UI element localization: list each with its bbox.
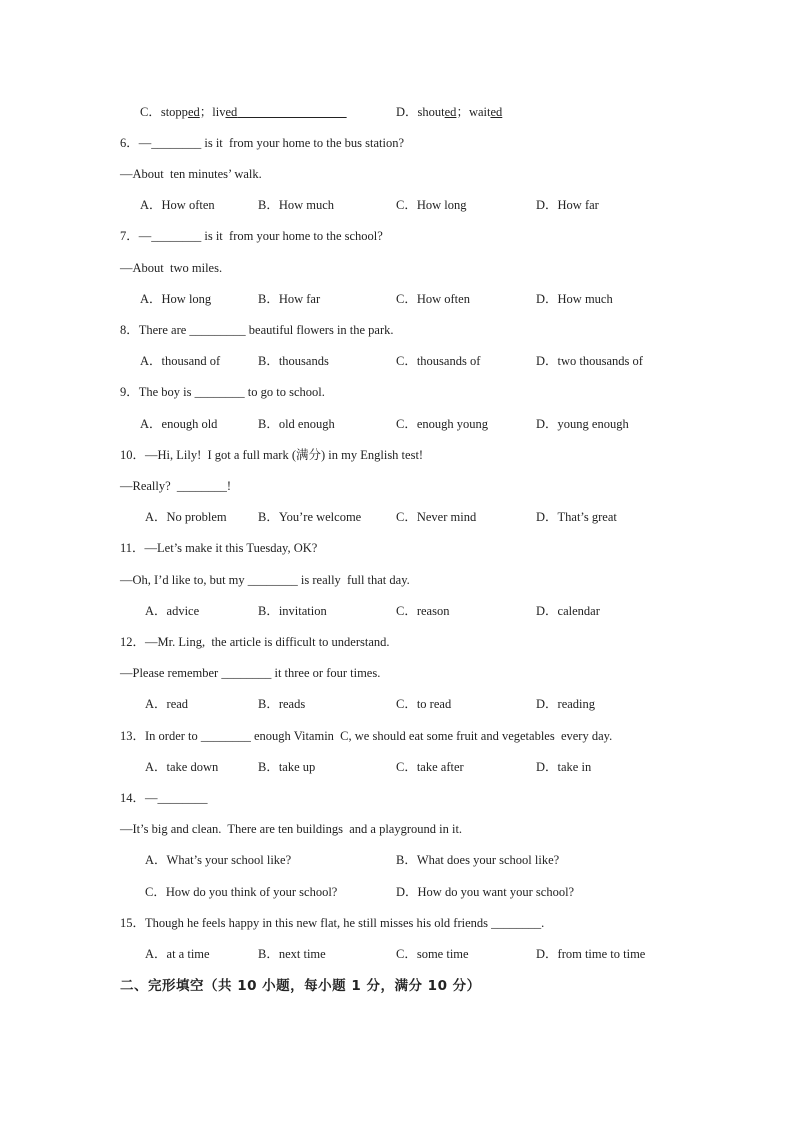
question-11-stem: 11．—Let’s make it this Tuesday, OK? <box>120 541 318 555</box>
option-a: A．enough old <box>140 417 218 431</box>
option-b: B．What does your school like? <box>396 853 560 867</box>
option-c: C．take after <box>396 760 464 774</box>
option-b: B．How much <box>258 198 335 212</box>
question-12-answer-line: —Please remember ________ it three or four times. <box>120 666 381 680</box>
question-15-stem: 15．Though he feels happy in this new flat, he still misses his old friends ________. <box>120 916 545 930</box>
option-a: A．No problem <box>145 510 227 524</box>
question-15-options <box>0 946 794 962</box>
option-d: D．from time to time <box>536 947 646 961</box>
option-c: C．Never mind <box>396 510 477 524</box>
question-9-stem: 9．The boy is ________ to go to school. <box>120 385 325 399</box>
question-10-answer-line: —Really? ________! <box>120 479 232 493</box>
option-b: B．thousands <box>258 354 329 368</box>
option-b: B．reads <box>258 697 306 711</box>
section-heading: 二、完形填空（共 10 小题，每小题 1 分，满分 10 分） <box>120 978 481 994</box>
option-a: A．How long <box>140 292 212 306</box>
question-10-options <box>0 509 794 525</box>
question-12-stem: 12．—Mr. Ling, the article is difficult to understand. <box>120 635 390 649</box>
option-d: D．two thousands of <box>536 354 643 368</box>
option-b: B．take up <box>258 760 316 774</box>
question-8-options <box>0 353 794 369</box>
question-11-answer-line: —Oh, I’d like to, but my ________ is really full that day. <box>120 573 410 587</box>
option-d: D．take in <box>536 760 592 774</box>
q5-option-d: D．shouted；waited <box>396 105 503 119</box>
option-c: C．enough young <box>396 417 489 431</box>
option-c: C．How long <box>396 198 467 212</box>
option-b: B．invitation <box>258 604 327 618</box>
question-8-stem: 8．There are _________ beautiful flowers in the park. <box>120 323 394 337</box>
question-10-stem: 10．—Hi, Lily! I got a full mark (满分) in my English test! <box>120 448 424 462</box>
option-c: C．to read <box>396 697 452 711</box>
question-13-options <box>0 759 794 775</box>
option-c: C．reason <box>396 604 450 618</box>
option-b: B．old enough <box>258 417 335 431</box>
option-b: B．How far <box>258 292 321 306</box>
option-b: B．next time <box>258 947 326 961</box>
option-a: A．How often <box>140 198 215 212</box>
question-6-answer-line: —About ten minutes’ walk. <box>120 167 262 181</box>
option-a: A．thousand of <box>140 354 221 368</box>
option-d: D．calendar <box>536 604 600 618</box>
option-d: D．reading <box>536 697 596 711</box>
option-a: A．at a time <box>145 947 210 961</box>
question-13-stem: 13．In order to ________ enough Vitamin C, we should eat some fruit and vegetables every day. <box>120 729 613 743</box>
question-6-options <box>0 197 794 213</box>
question-7-answer-line: —About two miles. <box>120 261 223 275</box>
option-b: B．You’re welcome <box>258 510 362 524</box>
option-c: C．some time <box>396 947 469 961</box>
question-9-options <box>0 416 794 432</box>
option-c: C．thousands of <box>396 354 481 368</box>
question-14-options-row-1 <box>0 852 794 868</box>
question-14-stem: 14．—________ <box>120 791 208 805</box>
question-7-options <box>0 291 794 307</box>
option-d: D．How do you want your school? <box>396 885 575 899</box>
option-a: A．advice <box>145 604 200 618</box>
question-14-answer-line: —It’s big and clean. There are ten buildings and a playground in it. <box>120 822 463 836</box>
option-a: A．take down <box>145 760 219 774</box>
question-6-stem: 6．—________ is it from your home to the bus station? <box>120 136 405 150</box>
question-11-options <box>0 603 794 619</box>
option-d: D．That’s great <box>536 510 617 524</box>
option-c: C．How often <box>396 292 470 306</box>
option-d: D．How far <box>536 198 599 212</box>
option-c: C．How do you think of your school? <box>145 885 338 899</box>
q5-options <box>0 104 794 120</box>
option-d: D．young enough <box>536 417 629 431</box>
option-a: A．read <box>145 697 189 711</box>
question-7-stem: 7．—________ is it from your home to the school? <box>120 229 383 243</box>
question-12-options <box>0 696 794 712</box>
q5-option-c: C．stopped；lived <box>140 105 238 119</box>
question-14-options-row-2 <box>0 884 794 900</box>
option-a: A．What’s your school like? <box>145 853 292 867</box>
option-d: D．How much <box>536 292 613 306</box>
